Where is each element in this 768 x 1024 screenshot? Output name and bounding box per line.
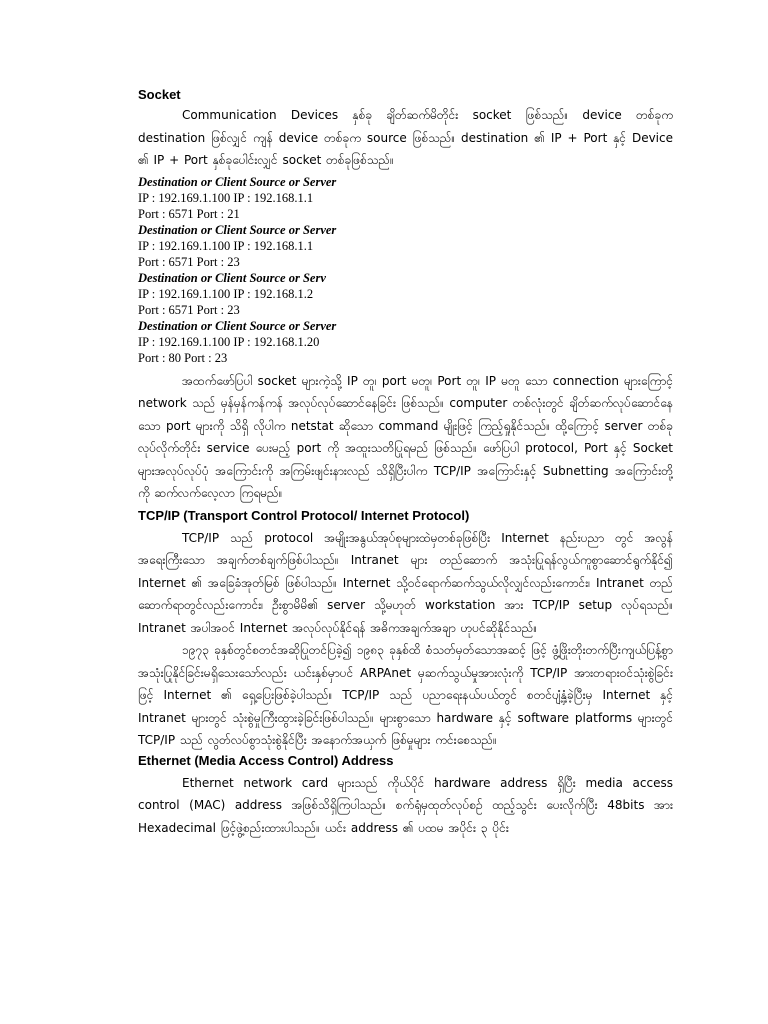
paragraph-tcpip-2: ၁၉၇၃ ခုနှစ်တွင်စတင်အဆိုပြုတင်ပြခဲ့၍ ၁၉၈၃ ခုနှစ်ထိ စံသတ်မှတ်သောအဆင့် ဖြင့် ဖွံ့ဖြိုးတိုးတက်ပြီးကျယ်ပြန့်စွာ အသုံးပြုနိုင်ခြင်းမရှိသေးသော်လည်း ယင်းနှစ်မှာပင် ARPAnet မှဆက်သွယ်မှုအားလုံးကို TCP/IP အားတရားဝင်သုံးစွဲခြင်းဖြင့် Internet ၏ ရှေ့ပြေးဖြစ်ခဲ့ပါသည်။ TCP/IP သည် ပညာရေးနယ်ပယ်တွင် စတင်ပျံ့နှံ့ခဲ့ပြီးမှ Internet နှင့် Intranet များတွင် သုံးစွဲမှုကြီးထွားခဲ့ခြင်းဖြစ်ပါသည်။ များစွာသော hardware နှင့် software platforms များတွင် TCP/IP သည် လွတ်လပ်စွာသုံးစွဲနိုင်ပြီး အနောက်အယှက် ဖြစ်မှုများ ကင်းစေသည်။ xyxy=(138,643,673,747)
document-body xyxy=(138,86,673,839)
heading-socket: Socket xyxy=(138,87,181,102)
heading-ethernet: Ethernet (Media Access Control) Address xyxy=(138,752,394,768)
socket-pair-header: Destination or Client Source or Serv xyxy=(138,270,326,285)
socket-pairs-list xyxy=(138,174,673,366)
paragraph-tcpip-1: TCP/IP သည် protocol အမျိုးအနွယ်အုပ်စုများထဲမှတစ်ခုဖြစ်ပြီး Internet နည်းပညာ တွင် အလွန်အရေးကြီးသော အချက်တစ်ချက်ဖြစ်ပါသည်။ Intranet များ တည်ဆောက် အသုံးပြုရန်လွယ်ကူစွာဆောင်ရွက်နိုင်၍ Internet ၏ အခြေခံအုတ်မြစ် ဖြစ်ပါသည်။ Internet သို့ဝင်ရောက်ဆက်သွယ်လိုလျှင်လည်းကောင်း၊ Intranet တည် ဆောက်ရာတွင်လည်းကောင်း၊ ဦးစွာမိမိ၏ server သို့မဟုတ် workstation အား TCP/IP setup လုပ်ရသည်။ Intranet အပါအဝင် Internet အလုပ်လုပ်နိုင်ရန် အဓိကအချက်အချာ ဟုပင်ဆိုနိုင်သည်။ xyxy=(138,530,673,635)
heading-tcpip: TCP/IP (Transport Control Protocol/ Internet Protocol) xyxy=(138,507,470,523)
socket-pair-port: Port : 6571 Port : 21 xyxy=(138,206,240,221)
paragraph-socket-explanation: အထက်ဖော်ပြပါ socket များကဲ့သို့ IP တူ၊ port မတူ၊ Port တူ၊ IP မတူ သော connection များကြောင့် network သည် မှန်မှန်ကန်ကန် အလုပ်လုပ်ဆောင်နေခြင်း ဖြစ်သည်။ computer တစ်လုံးတွင် ချိတ်ဆက်လုပ်ဆောင်နေသော port များကို သိရှိ လိုပါက netstat ဆိုသော command မျိုးဖြင့် ကြည့်ရှုနိုင်သည်။ ထို့ကြောင့် server တစ်ခု လုပ်လိုက်တိုင်း service ပေးမည့် port ကို အထူးသတိပြုရမည် ဖြစ်သည်။ ဖော်ပြပါ protocol, Port နှင့် Socket များအလုပ်လုပ်ပုံ အကြောင်းကို အကြမ်းဖျင်းနားလည် သိရှိပြီးပါက TCP/IP အကြောင်းနှင့် Subnetting အကြောင်းတို့ကို ဆက်လက်လေ့လာ ကြရမည်။ xyxy=(138,373,673,500)
socket-pair-port: Port : 80 Port : 23 xyxy=(138,350,228,365)
paragraph-ethernet: Ethernet network card များသည် ကိုယ်ပိုင် hardware address ရှိပြီး media access control (MAC) address အဖြစ်သိရှိကြပါသည်။ စက်ရုံမှထုတ်လုပ်စဉ် ထည့်သွင်း ပေးလိုက်ပြီး 48bits အား Hexadecimal ဖြင့်ဖွဲ့စည်းထားပါသည်။ ယင်း address ၏ ပထမ အပိုင်း ၃ ပိုင်း xyxy=(138,775,673,835)
paragraph-socket-intro: Communication Devices နှစ်ခု ချိတ်ဆက်မိတိုင်း socket ဖြစ်သည်။ device တစ်ခုက destination ဖြစ်လျှင် ကျန် device တစ်ခုက source ဖြစ်သည်။ destination ၏ IP + Port နှင့် Device ၏ IP + Port နှစ်ခုပေါင်းလျှင် socket တစ်ခုဖြစ်သည်။ xyxy=(138,108,673,167)
socket-pair-ip: IP : 192.169.1.100 IP : 192.168.1.1 xyxy=(138,238,314,253)
socket-pair-header: Destination or Client Source or Server xyxy=(138,318,337,333)
socket-pair-header: Destination or Client Source or Server xyxy=(138,222,337,237)
socket-pair xyxy=(138,270,673,318)
socket-pair-ip: IP : 192.169.1.100 IP : 192.168.1.1 xyxy=(138,190,314,205)
socket-pair xyxy=(138,174,673,222)
socket-pair-header: Destination or Client Source or Server xyxy=(138,174,337,189)
socket-pair xyxy=(138,222,673,270)
socket-pair-port: Port : 6571 Port : 23 xyxy=(138,254,240,269)
socket-pair-ip: IP : 192.169.1.100 IP : 192.168.1.20 xyxy=(138,334,320,349)
socket-pair-port: Port : 6571 Port : 23 xyxy=(138,302,240,317)
socket-pair-ip: IP : 192.169.1.100 IP : 192.168.1.2 xyxy=(138,286,314,301)
socket-pair xyxy=(138,318,673,366)
